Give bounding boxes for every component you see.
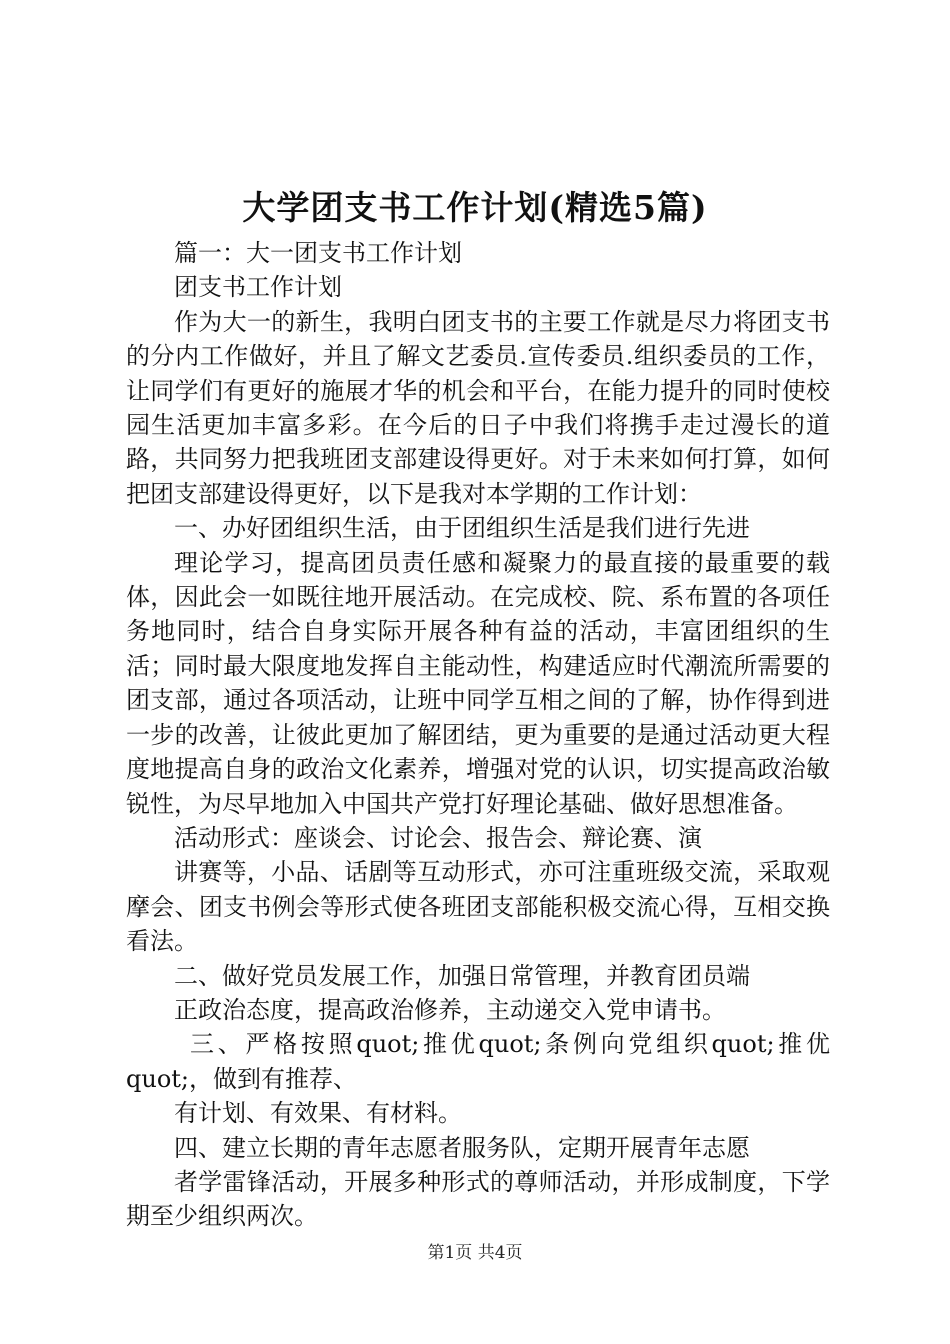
list-item-heading: 四、建立长期的青年志愿者服务队，定期开展青年志愿	[174, 1133, 750, 1162]
page-number-footer: 第1页 共4页	[427, 1243, 523, 1263]
list-item-heading: 一、办好团组织生活，由于团组织生活是我们进行先进	[174, 514, 750, 543]
body-paragraph: 作为大一的新生，我明白团支书的主要工作就是尽力将团支书的分内工作做好，并且了解文艺委员.宣传委员.组织委员的工作，让同学们有更好的施展才华的机会和平台，在能力提升的同时使校园生活更加丰富多彩。在今后的日子中我们将携手走过漫长的道路，共同努力把我班团支部建设得更好。对于未来如何打算，如何把团支部建设得更好，以下是我对本学期的工作计划：	[126, 307, 830, 508]
body-paragraph: 正政治态度，提高政治修养，主动递交入党申请书。	[174, 995, 726, 1024]
subheading: 团支书工作计划	[174, 273, 342, 302]
document-body	[126, 236, 830, 1234]
body-paragraph: 者学雷锋活动，开展多种形式的尊师活动，并形成制度，下学期至少组织两次。	[126, 1167, 830, 1231]
document-title: 大学团支书工作计划(精选5篇)	[242, 188, 708, 227]
body-paragraph: 理论学习，提高团员责任感和凝聚力的最直接的最重要的载体，因此会一如既往地开展活动。在完成校、院、系布置的各项任务地同时，结合自身实际开展各种有益的活动，丰富团组织的生活；同时最大限度地发挥自主能动性，构建适应时代潮流所需要的团支部，通过各项活动，让班中同学互相之间的了解，协作得到进一步的改善，让彼此更加了解团结，更为重要的是通过活动更大程度地提高自身的政治文化素养，增强对党的认识，切实提高政治敏锐性，为尽早地加入中国共产党打好理论基础、做好思想准备。	[126, 548, 830, 818]
body-paragraph: 讲赛等，小品、话剧等互动形式，亦可注重班级交流，采取观摩会、团支书例会等形式使各班团支部能积极交流心得，互相交换看法。	[126, 858, 830, 956]
list-item-heading: 三、严格按照quot;推优quot;条例向党组织quot;推优quot;，做到有推荐、	[126, 1030, 830, 1093]
list-item-heading: 二、做好党员发展工作，加强日常管理，并教育团员端	[174, 961, 750, 990]
body-paragraph: 有计划、有效果、有材料。	[174, 1099, 462, 1128]
list-item-heading: 活动形式：座谈会、讨论会、报告会、辩论赛、演	[174, 823, 702, 852]
section-heading: 篇一：大一团支书工作计划	[174, 239, 462, 267]
